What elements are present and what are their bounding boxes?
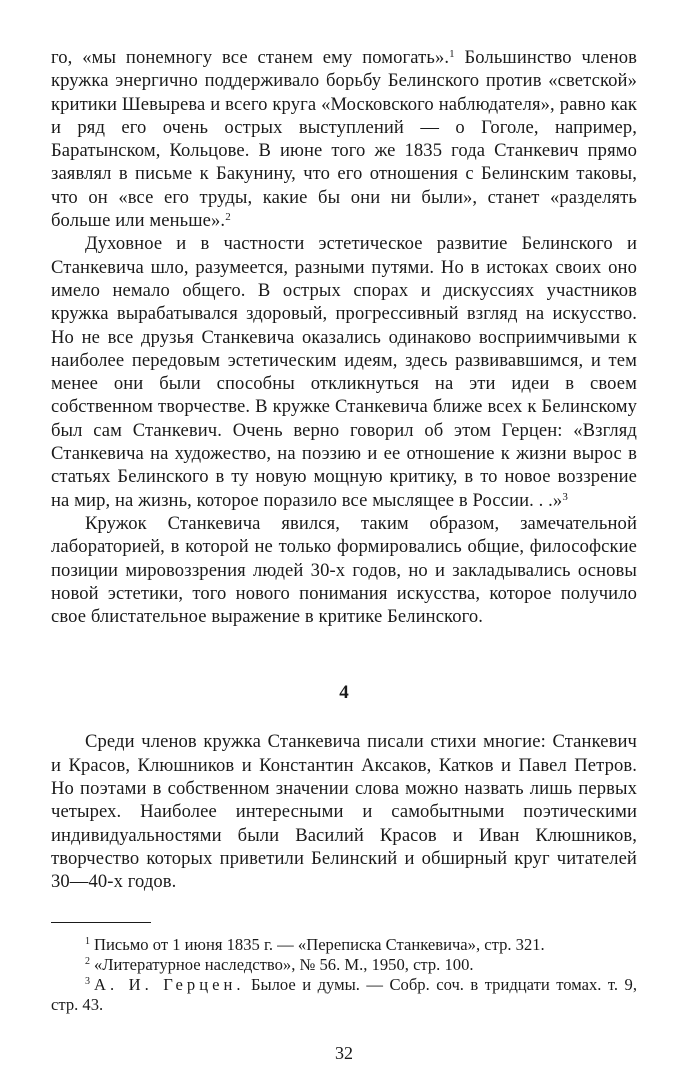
paragraph-1-text: го, «мы понемногу все станем ему помогать». — [51, 47, 450, 68]
book-page — [51, 46, 637, 1064]
footnote-1-number: 1 — [85, 935, 90, 947]
footnote-1 — [51, 935, 637, 955]
paragraph-1-tail: Большинство членов кружка энергично поддерживало борьбу Белинского против «светской» критики Шевырева и всего круга «Московского наблюдателя», равно как и ряд его очень острых выступлений — о Гоголе, например, Баратынском, Кольцове. В июне того же 1835 года Станкевич прямо заявлял в письме к Бакунину, что его отношения с Белинским таковы, что он «все его труды, какие бы они ни были», станет «разделять больше или меньше». — [51, 47, 637, 232]
paragraph-1 — [51, 46, 637, 232]
footnote-ref-2[interactable]: 2 — [225, 211, 231, 224]
paragraph-2-text: Духовное и в частности эстетическое развитие Белинского и Станкевича шло, разумеется, разными путями. Но в истоках своих оно имело немало общего. В острых спорах и дискуссиях участников кружка вырабатывался здоровый, прогрессивный взгляд на искусство. Но не все друзья Станкевича оказались одинаково восприимчивыми к наиболее передовым эстетическим идеям, здесь развивавшимся, и тем менее они были способны откликнуться на эти идеи в своем собственном творчестве. В кружке Станкевича ближе всех к Белинскому был сам Станкевич. Очень верно говорил об этом Герцен: «Взгляд Станкевича на художество, на поэзию и ее отношение к жизни вырос в статьях Белинского в ту новую мощную критику, в то новое воззрение на мир, на жизнь, которое поразило все мыслящее в России. . .» — [51, 233, 637, 511]
page-number: 32 — [335, 1042, 353, 1063]
footnote-1-text: Письмо от 1 июня 1835 г. — «Переписка Станкевича», стр. 321. — [94, 934, 545, 954]
section-number: 4 — [339, 682, 349, 704]
footnote-ref-3[interactable]: 3 — [562, 490, 568, 503]
footnote-2-number: 2 — [85, 955, 90, 967]
footnote-2-text: «Литературное наследство», № 56. М., 1950, стр. 100. — [94, 954, 474, 974]
footnote-3 — [51, 975, 637, 1015]
footnote-divider — [51, 922, 151, 923]
footnote-2 — [51, 955, 637, 975]
paragraph-3-text: Кружок Станкевича явился, таким образом, замечательной лабораторией, в которой не только формировались общие, философские позиции мировоззрения людей 30-х годов, но и закладывались основы новой эстетики, того нового понимания искусства, которое получило свое блистательное выражение в критике Белинского. — [51, 512, 637, 628]
footnote-ref-1[interactable]: 1 — [449, 48, 455, 60]
paragraph-3 — [51, 512, 637, 628]
paragraph-2 — [51, 232, 637, 512]
footnote-3-author: А. И. Герцен. — [94, 974, 245, 994]
footnote-3-number: 3 — [85, 975, 90, 987]
section-paragraph: Среди членов кружка Станкевича писали стихи многие: Станкевич и Красов, Клюшников и Константин Аксаков, Катков и Павел Петров. Но поэтами в собственном значении слова можно назвать лишь первых четырех. Наиболее интересными и самобытными поэтическими индивидуальностями были Василий Красов и Иван Клюшников, творчество которых приветили Белинский и обширный круг читателей 30—40-х годов. — [51, 731, 637, 893]
footnote-3-text: Былое и думы. — Собр. соч. в тридцати томах. т. 9, стр. 43. — [51, 974, 637, 1014]
